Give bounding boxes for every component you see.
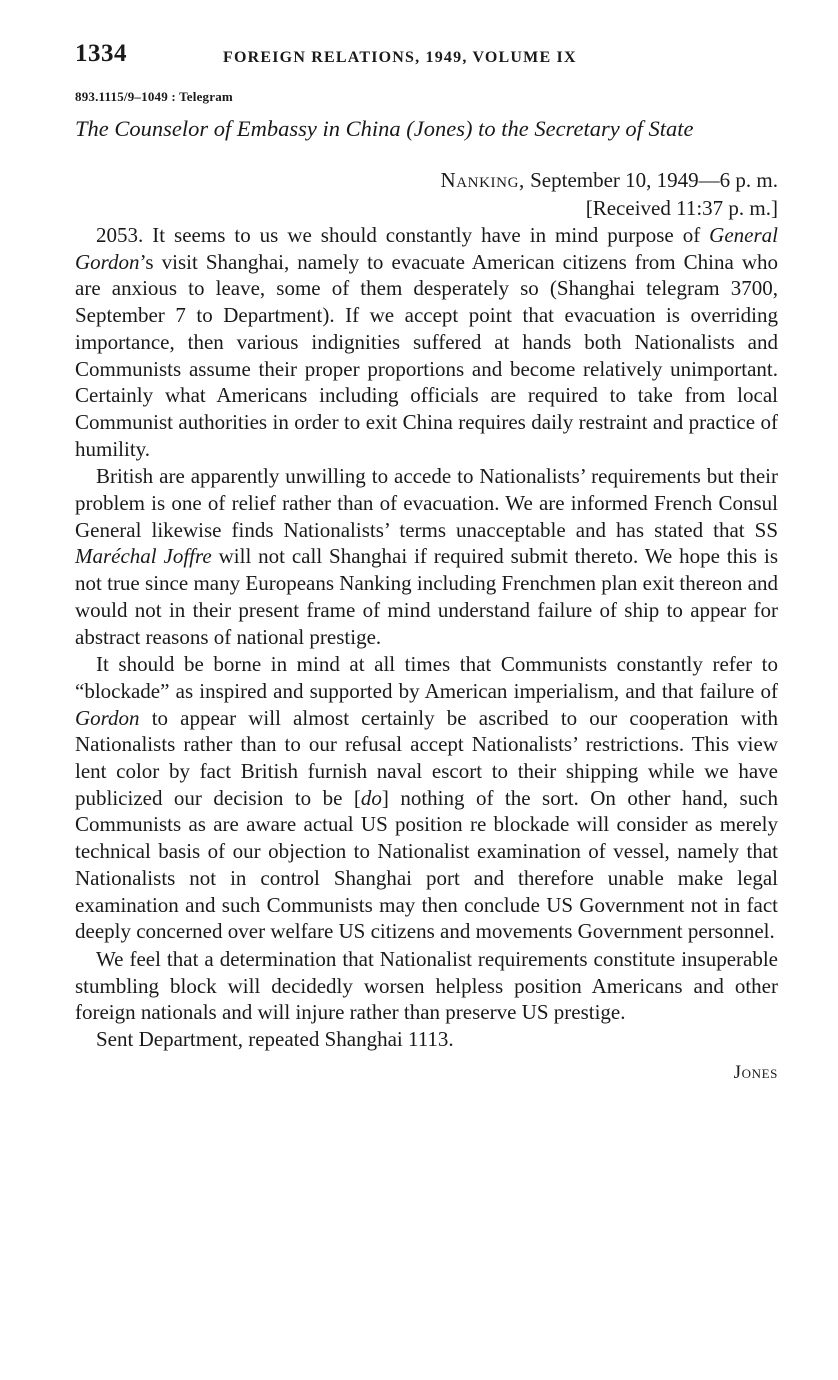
running-head [75, 40, 778, 74]
document-title: The Counselor of Embassy in China (Jones) to the Secretary of State [75, 116, 694, 141]
italic-ship-name: Maréchal Joffre [75, 544, 212, 569]
received-note: [Received 11:37 p. m.] [585, 196, 778, 220]
file-reference: 893.1115/9–1049 : Telegram [75, 89, 233, 104]
dateline-time: September 10, 1949—6 p. m. [524, 168, 778, 192]
running-title: FOREIGN RELATIONS, 1949, VOLUME IX [223, 49, 577, 66]
paragraph-text: It should be borne in mind at all times that Communists constantly refer to “blockade” as inspired and supported by American imperialism, and that failure of [75, 652, 778, 703]
paragraph-text: ’s visit Shanghai, namely to evacuate American citizens from China who are anxious to leave, some of them desperately so (Shanghai telegram 3700, September 7 to Department). If we accept point that evacuation is overriding importance, then various indignities suffered at hands both Nationalists and Communists assume their proper proportions and become relatively unimportant. Certainly what Americans including officials are required to take from local Communist authorities in order to exit China requires daily restraint and practice of humility. [75, 249, 778, 461]
paragraph-text: to appear will almost certainly be ascribed to our cooperation with Nationalists rather than to our refusal accept Nationalists’ restrictions. This view lent color by fact British furnish naval escort to their shipping while we have publicized our decision to be [ [75, 705, 778, 810]
italic-ship-name: Gordon [75, 705, 140, 730]
italic-editorial-insert: do [360, 785, 382, 810]
paragraph-text: 2053. It seems to us we should constantly have in mind purpose of [96, 223, 710, 247]
signature: Jones [733, 1061, 778, 1083]
dateline [440, 168, 778, 193]
paragraph [75, 222, 778, 462]
paragraph [75, 946, 778, 1026]
telegram-body [75, 222, 778, 1087]
italic-ship-name: General Gordon [75, 223, 778, 274]
paragraph-text: ] nothing of the sort. On other hand, such Communists as are aware actual US position re blockade will consider as merely technical basis of our objection to Nationalist examination of vessel, namely that Nationalists not in control Shanghai port and therefore unable make legal examination and such Communists may then conclude US Government not in fact deeply concerned over welfare US citizens and movements Government personnel. [75, 785, 778, 944]
page-number: 1334 [75, 40, 127, 67]
paragraph-text: will not call Shanghai if required submit thereto. We hope this is not true since many Europeans Nanking including Frenchmen plan exit thereon and would not in their present frame of mind understand failure of ship to appear for abstract reasons of national prestige. [75, 544, 778, 649]
paragraph-text: We feel that a determination that Nationalist requirements constitute insuperable stumbling block will decidedly worsen helpless position Americans and other foreign nationals and will injure rather than preserve US prestige. [75, 946, 778, 1025]
paragraph [75, 651, 778, 945]
paragraph [75, 463, 778, 650]
dateline-place: Nanking, [440, 168, 525, 192]
paragraph-text: British are apparently unwilling to accede to Nationalists’ requirements but their problem is one of relief rather than of evacuation. We are informed French Consul General likewise finds Nationalists’ terms unacceptable and has stated that SS [75, 464, 778, 542]
closing-line: Sent Department, repeated Shanghai 1113. [96, 1027, 454, 1052]
